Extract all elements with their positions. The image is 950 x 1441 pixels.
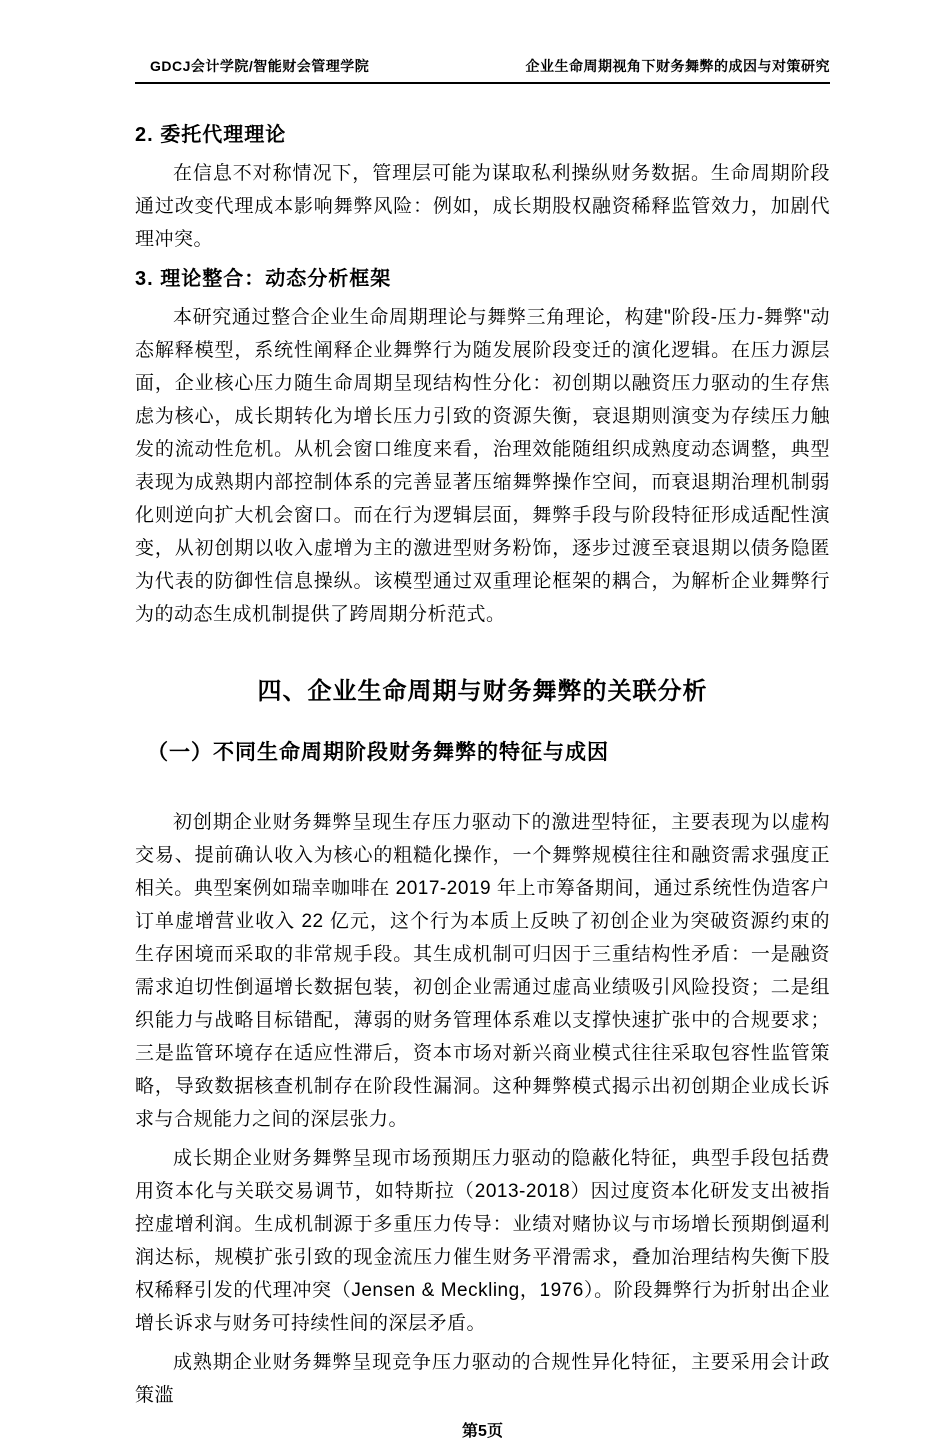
subheading-stage-characteristics: （一）不同生命周期阶段财务舞弊的特征与成因 (147, 741, 609, 764)
heading-agency-theory: 2. 委托代理理论 (135, 124, 287, 146)
page-footer (135, 1418, 830, 1441)
page-header (135, 56, 830, 84)
paragraph-agency-theory: 在信息不对称情况下，管理层可能为谋取私利操纵财务数据。生命周期阶段通过改变代理成本影响舞弊风险：例如，成长期股权融资稀释监管效力，加剧代理冲突。 (135, 163, 830, 250)
paragraph-maturity-stage: 成熟期企业财务舞弊呈现竞争压力驱动的合规性异化特征，主要采用会计政策滥 (135, 1352, 830, 1406)
paragraph-growth-stage: 成长期企业财务舞弊呈现市场预期压力驱动的隐蔽化特征，典型手段包括费用资本化与关联交易调节，如特斯拉（2013-2018）因过度资本化研发支出被指控虚增利润。生成机制源于多重压力传导：业绩对赌协议与市场增长预期倒逼利润达标，规模扩张引致的现金流压力催生财务平滑需求，叠加治理结构失衡下股权稀释引发的代理冲突（Jensen & Meckling，1976）。阶段舞弊行为折射出企业增长诉求与财务可持续性间的深层矛盾。 (135, 1148, 830, 1334)
page-number: 第5页 (462, 1423, 503, 1440)
heading-theory-integration: 3. 理论整合：动态分析框架 (135, 268, 392, 290)
paragraph-startup-stage: 初创期企业财务舞弊呈现生存压力驱动下的激进型特征，主要表现为以虚构交易、提前确认收入为核心的粗糙化操作，一个舞弊规模往往和融资需求强度正相关。典型案例如瑞幸咖啡在 2017-2019 年上市筹备期间，通过系统性伪造客户订单虚增营业收入 22 亿元，这个行为本质上反映了初创企业为突破资源约束的生存困境而采取的非常规手段。其生成机制可归因于三重结构性矛盾：一是融资需求迫切性倒逼增长数据包装，初创企业需通过虚高业绩吸引风险投资；二是组织能力与战略目标错配，薄弱的财务管理体系难以支撑快速扩张中的合规要求；三是监管环境存在适应性滞后，资本市场对新兴商业模式往往采取包容性监管策略，导致数据核查机制存在阶段性漏洞。这种舞弊模式揭示出初创期企业成长诉求与合规能力之间的深层张力。 (135, 812, 830, 1130)
paragraph-theory-integration: 本研究通过整合企业生命周期理论与舞弊三角理论，构建"阶段-压力-舞弊"动态解释模型，系统性阐释企业舞弊行为随发展阶段变迁的演化逻辑。在压力源层面，企业核心压力随生命周期呈现结构性分化：初创期以融资压力驱动的生存焦虑为核心，成长期转化为增长压力引致的资源失衡，衰退期则演变为存续压力触发的流动性危机。从机会窗口维度来看，治理效能随组织成熟度动态调整，典型表现为成熟期内部控制体系的完善显著压缩舞弊操作空间，而衰退期治理机制弱化则逆向扩大机会窗口。而在行为逻辑层面，舞弊手段与阶段特征形成适配性演变，从初创期以收入虚增为主的激进型财务粉饰，逐步过渡至衰退期以债务隐匿为代表的防御性信息操纵。该模型通过双重理论框架的耦合，为解析企业舞弊行为的动态生成机制提供了跨周期分析范式。 (135, 307, 830, 625)
header-document-title: 企业生命周期视角下财务舞弊的成因与对策研究 (525, 58, 830, 74)
document-body (135, 118, 830, 1418)
chapter-heading-lifecycle-fraud-analysis: 四、企业生命周期与财务舞弊的关联分析 (257, 678, 708, 705)
header-institution: GDCJ会计学院/智能财会管理学院 (150, 58, 370, 74)
